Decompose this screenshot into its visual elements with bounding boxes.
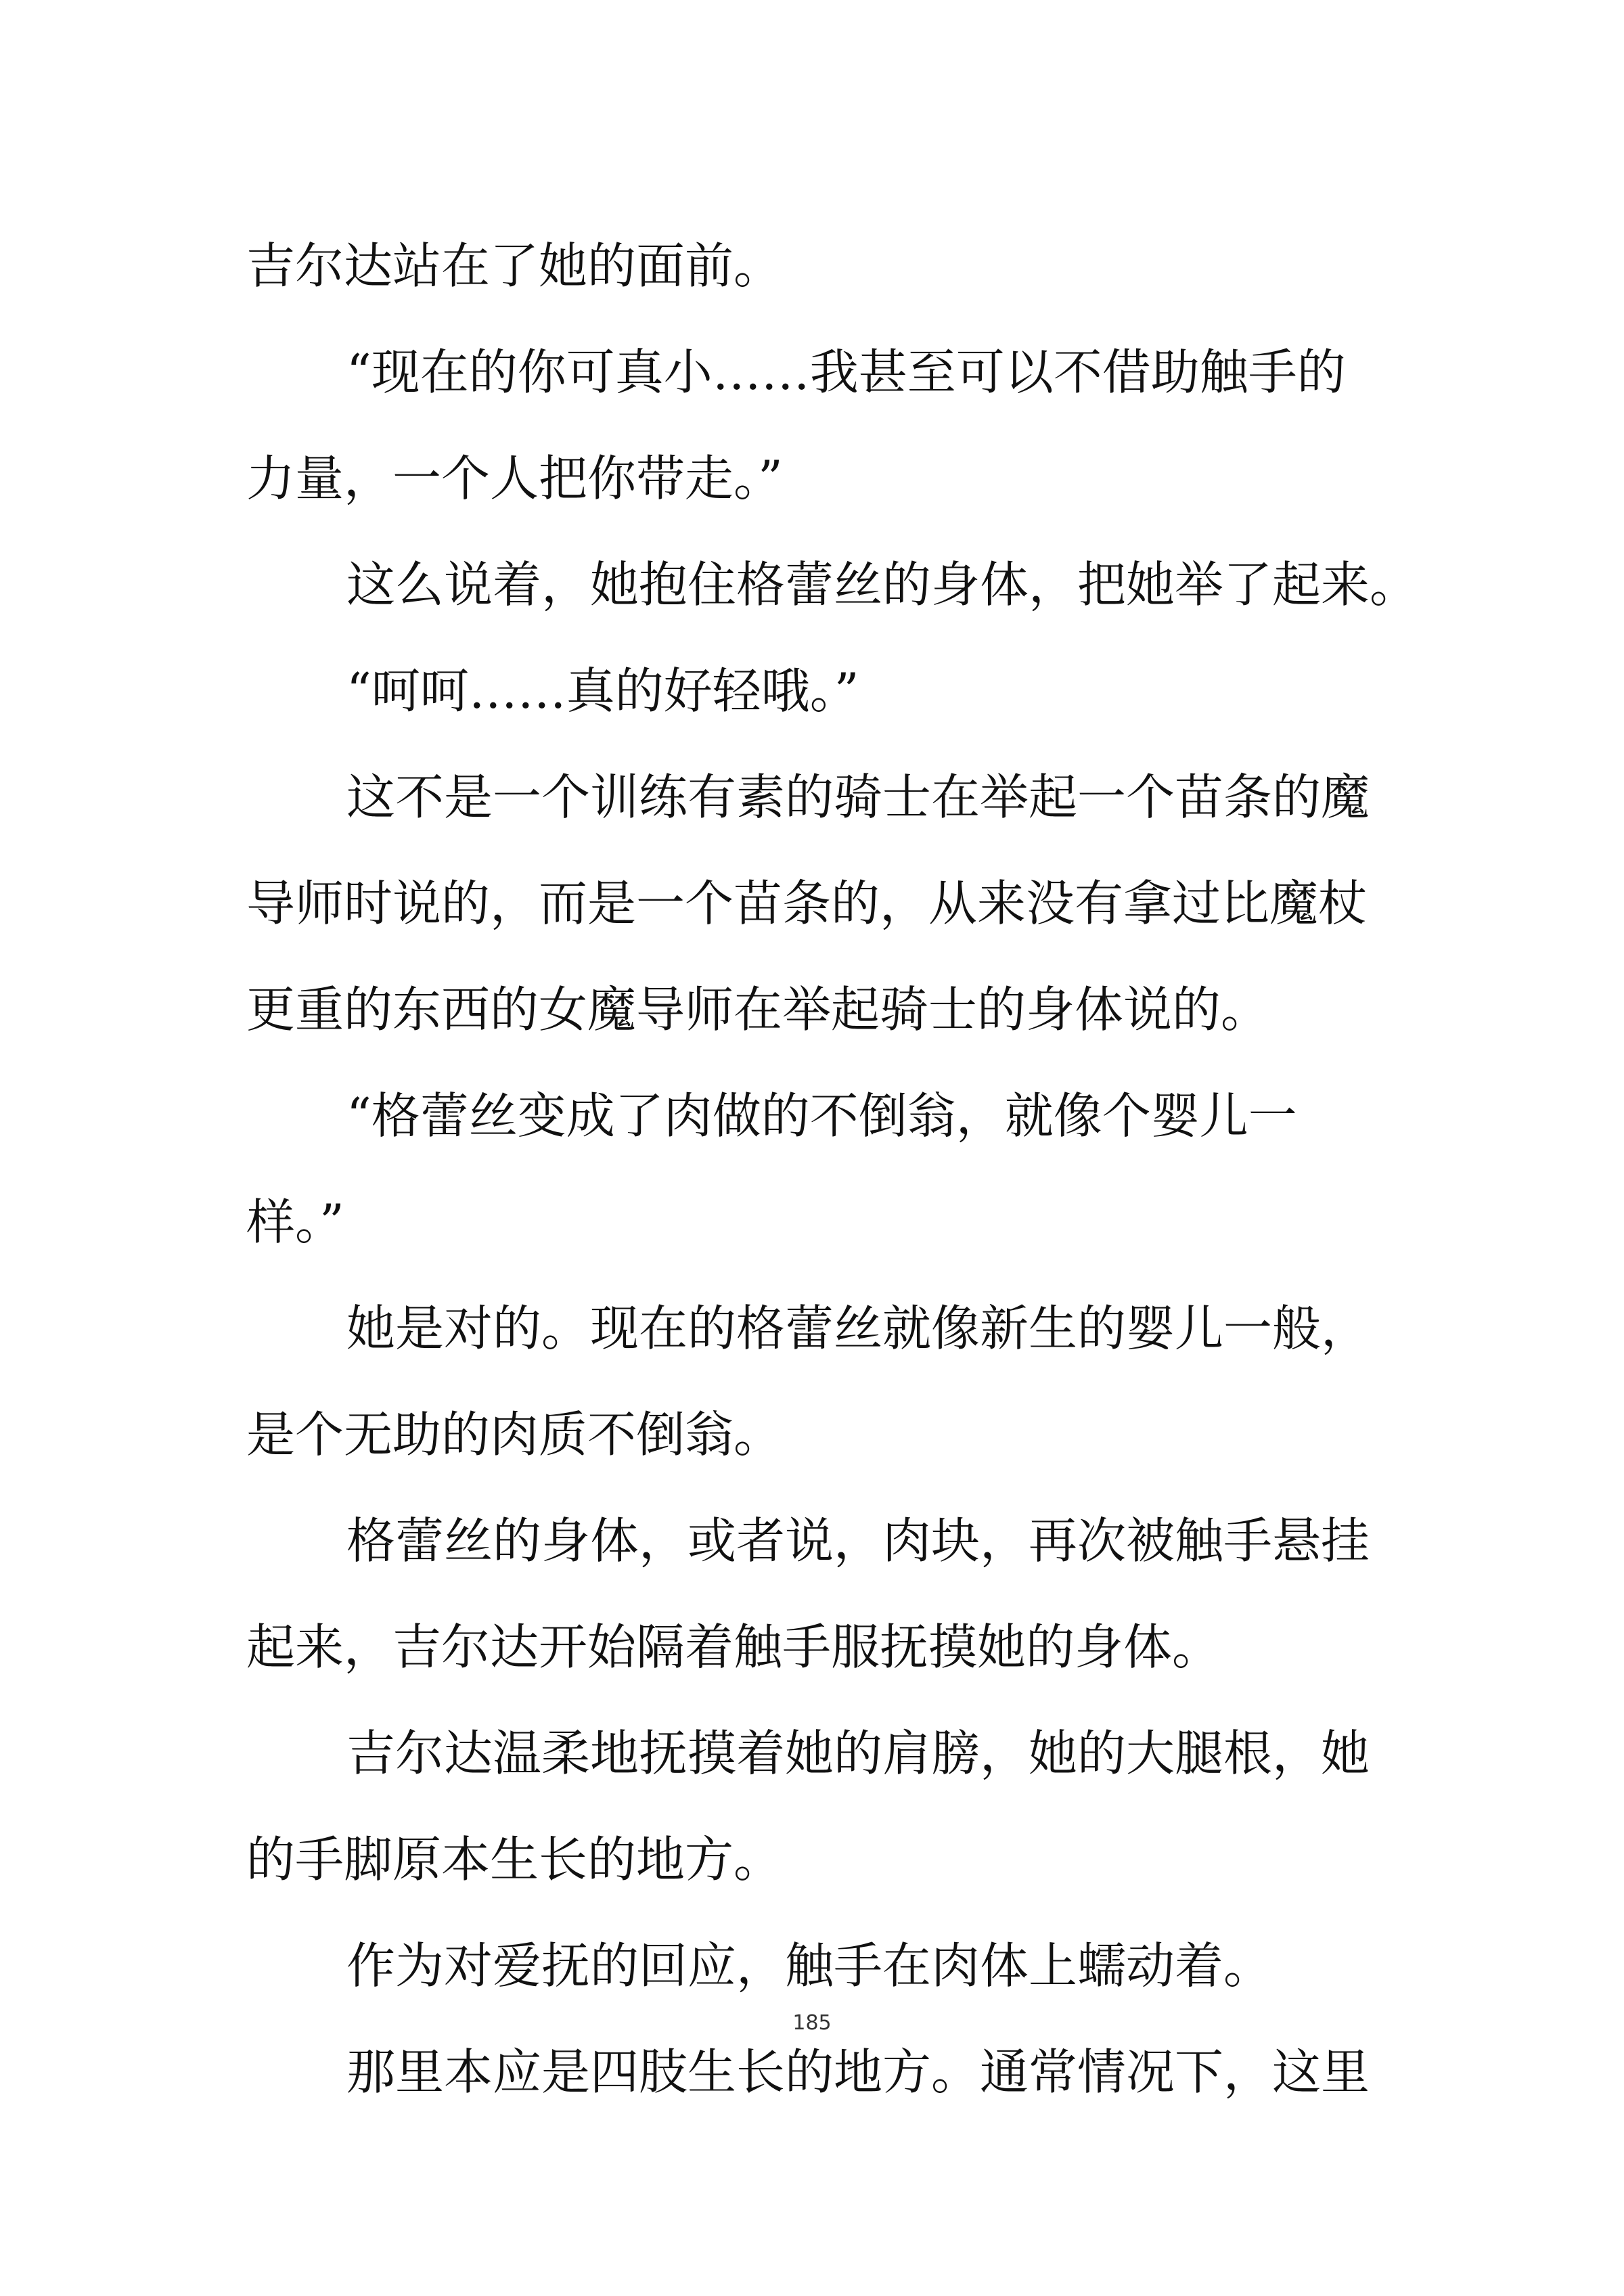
text-line: 吉尔达温柔地抚摸着她的肩膀，她的大腿根，她 bbox=[346, 1725, 1370, 1782]
text-line: “呵呵……真的好轻哦。” bbox=[346, 662, 859, 719]
text-line: 是个无助的肉质不倒翁。 bbox=[246, 1406, 783, 1463]
text-line: 更重的东西的女魔导师在举起骑士的身体说的。 bbox=[246, 981, 1270, 1038]
page-number: 185 bbox=[792, 2011, 832, 2035]
text-line: 她是对的。现在的格蕾丝就像新生的婴儿一般， bbox=[346, 1300, 1370, 1357]
text-line: 的手脚原本生长的地方。 bbox=[246, 1831, 783, 1888]
body-text bbox=[246, 213, 1419, 2125]
text-line: “现在的你可真小……我甚至可以不借助触手的 bbox=[346, 344, 1346, 401]
text-line: 导师时说的，而是一个苗条的，从来没有拿过比魔杖 bbox=[246, 875, 1368, 932]
text-line: 作为对爱抚的回应，触手在肉体上蠕动着。 bbox=[346, 1937, 1273, 1994]
text-line: “格蕾丝变成了肉做的不倒翁，就像个婴儿一 bbox=[346, 1087, 1297, 1144]
text-line: 那里本应是四肢生长的地方。通常情况下，这里 bbox=[346, 2044, 1370, 2100]
text-line: 力量，一个人把你带走。” bbox=[246, 450, 783, 507]
text-line: 格蕾丝的身体，或者说，肉块，再次被触手悬挂 bbox=[346, 1512, 1370, 1569]
text-line: 吉尔达站在了她的面前。 bbox=[246, 238, 783, 294]
text-line: 这不是一个训练有素的骑士在举起一个苗条的魔 bbox=[346, 769, 1370, 826]
text-line: 起来，吉尔达开始隔着触手服抚摸她的身体。 bbox=[246, 1619, 1221, 1675]
text-line: 这么说着，她抱住格蕾丝的身体，把她举了起来。 bbox=[346, 556, 1419, 613]
text-line: 样。” bbox=[246, 1194, 344, 1251]
